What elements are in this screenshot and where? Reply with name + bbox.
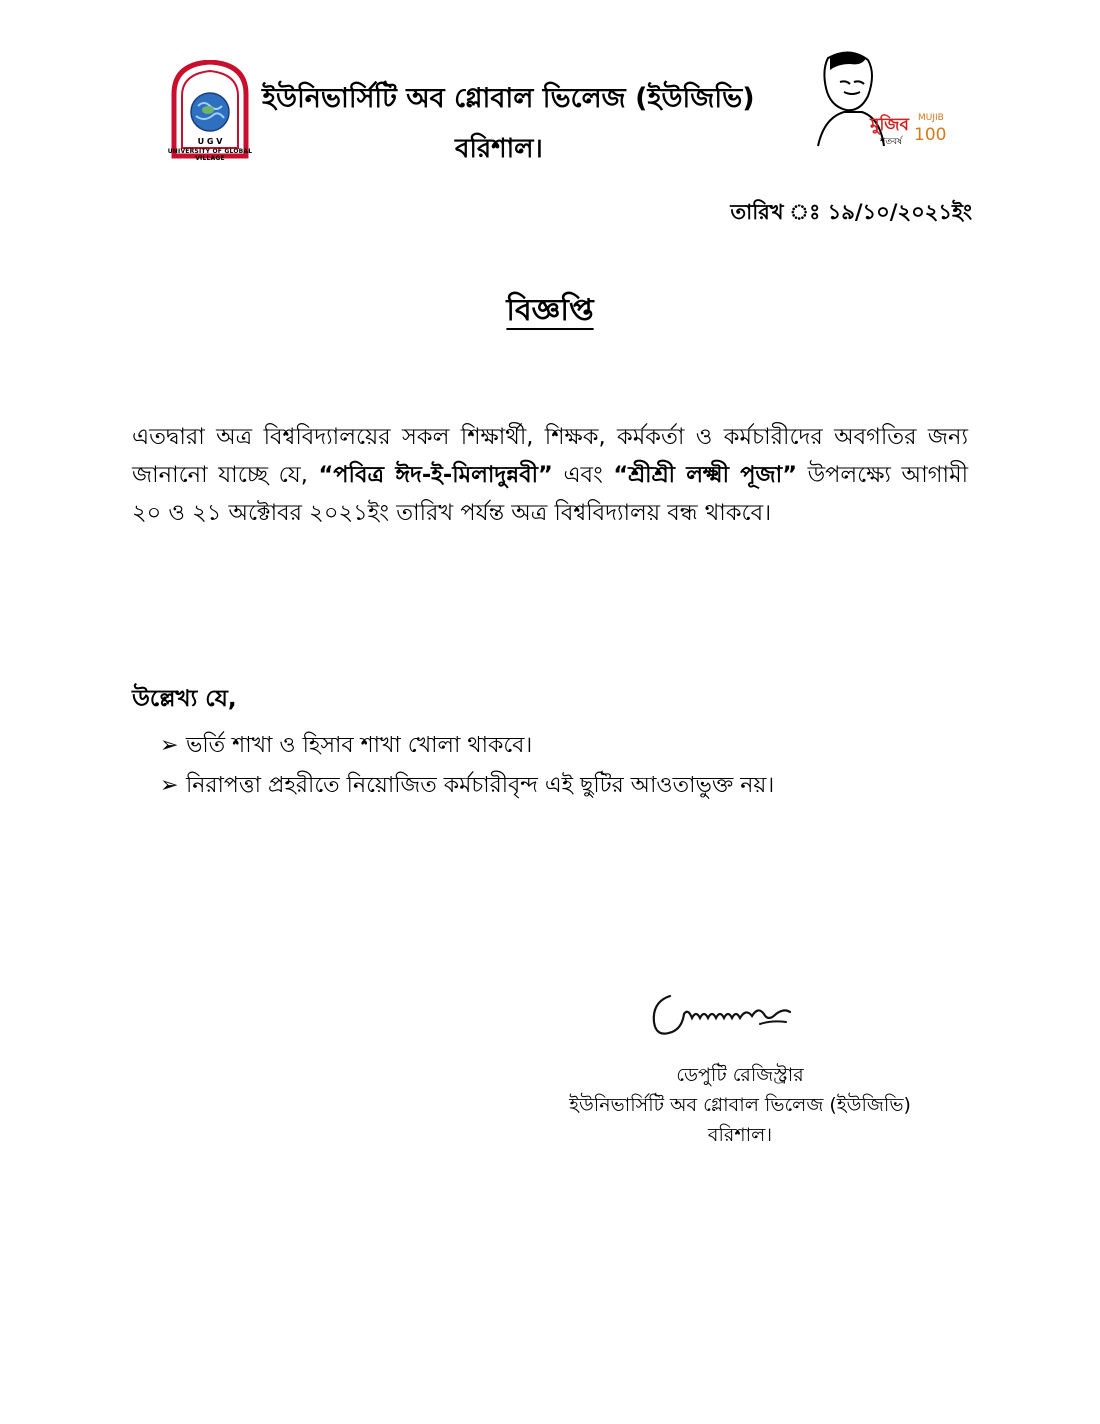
note-item-text: ভর্তি শাখা ও হিসাব শাখা খোলা থাকবে। bbox=[186, 733, 533, 758]
notice-title bbox=[0, 286, 1100, 337]
occasion-eid: “পবিত্র ঈদ-ই-মিলাদুন্নবী” bbox=[318, 462, 553, 488]
svg-text:শতবর্ষ: শতবর্ষ bbox=[880, 137, 903, 147]
note-item bbox=[160, 766, 774, 806]
notice-body bbox=[132, 418, 968, 532]
note-list bbox=[160, 726, 774, 806]
notice-date: তারিখ ঃ ১৯/১০/২০২১ইং bbox=[730, 200, 972, 224]
signatory-designation: ডেপুটি রেজিস্ট্রার bbox=[676, 1064, 804, 1086]
occasion-puja: “শ্রীশ্রী লক্ষ্মী পূজা” bbox=[613, 462, 797, 488]
arrow-bullet-icon: ➢ bbox=[160, 773, 179, 798]
university-logo bbox=[168, 60, 252, 160]
note-item bbox=[160, 726, 774, 766]
arrow-bullet-icon: ➢ bbox=[160, 733, 179, 758]
body-text-part2: এবং bbox=[552, 462, 614, 488]
signatory-institution: ইউনিভার্সিটি অব গ্লোবাল ভিলেজ (ইউজিভি) bbox=[569, 1094, 911, 1116]
note-heading: উল্লেখ্য যে, bbox=[132, 686, 237, 712]
signatory-block bbox=[540, 1060, 940, 1150]
body-text-part3: উপলক্ষ্যে আগামী ২০ ও ২১ অক্টোবর ২০২১ইং তারিখ পর্যন্ত অত্র বিশ্ববিদ্যালয় বন্ধ থাকবে। bbox=[132, 462, 969, 526]
university-name: ইউনিভার্সিটি অব গ্লোবাল ভিলেজ (ইউজিভি) bbox=[262, 83, 755, 114]
handwritten-signature bbox=[648, 988, 798, 1044]
signatory-city: বরিশাল। bbox=[707, 1124, 773, 1146]
svg-text:100: 100 bbox=[914, 125, 947, 145]
svg-text:MUJIB: MUJIB bbox=[918, 113, 944, 123]
svg-text:U G V: U G V bbox=[197, 137, 223, 146]
mujib-100-logo bbox=[810, 48, 950, 148]
svg-text:মুজিব: মুজিব bbox=[870, 115, 909, 135]
note-item-text: নিরাপত্তা প্রহরীতে নিয়োজিত কর্মচারীবৃন্দ এই ছুটির আওতাভুক্ত নয়। bbox=[186, 773, 775, 798]
university-city: বরিশাল। bbox=[455, 134, 543, 164]
notice-title-text: বিজ্ঞপ্তি bbox=[506, 293, 594, 328]
body-text-part1: এতদ্বারা অত্র বিশ্ববিদ্যালয়ের সকল শিক্ষার্থী, শিক্ষক, কর্মকর্তা ও কর্মচারীদের অবগতির জন্য জানানো যাচ্ছে যে, bbox=[132, 424, 968, 488]
logo-caption: UNIVERSITY OF GLOBAL VILLAGE bbox=[167, 148, 253, 162]
